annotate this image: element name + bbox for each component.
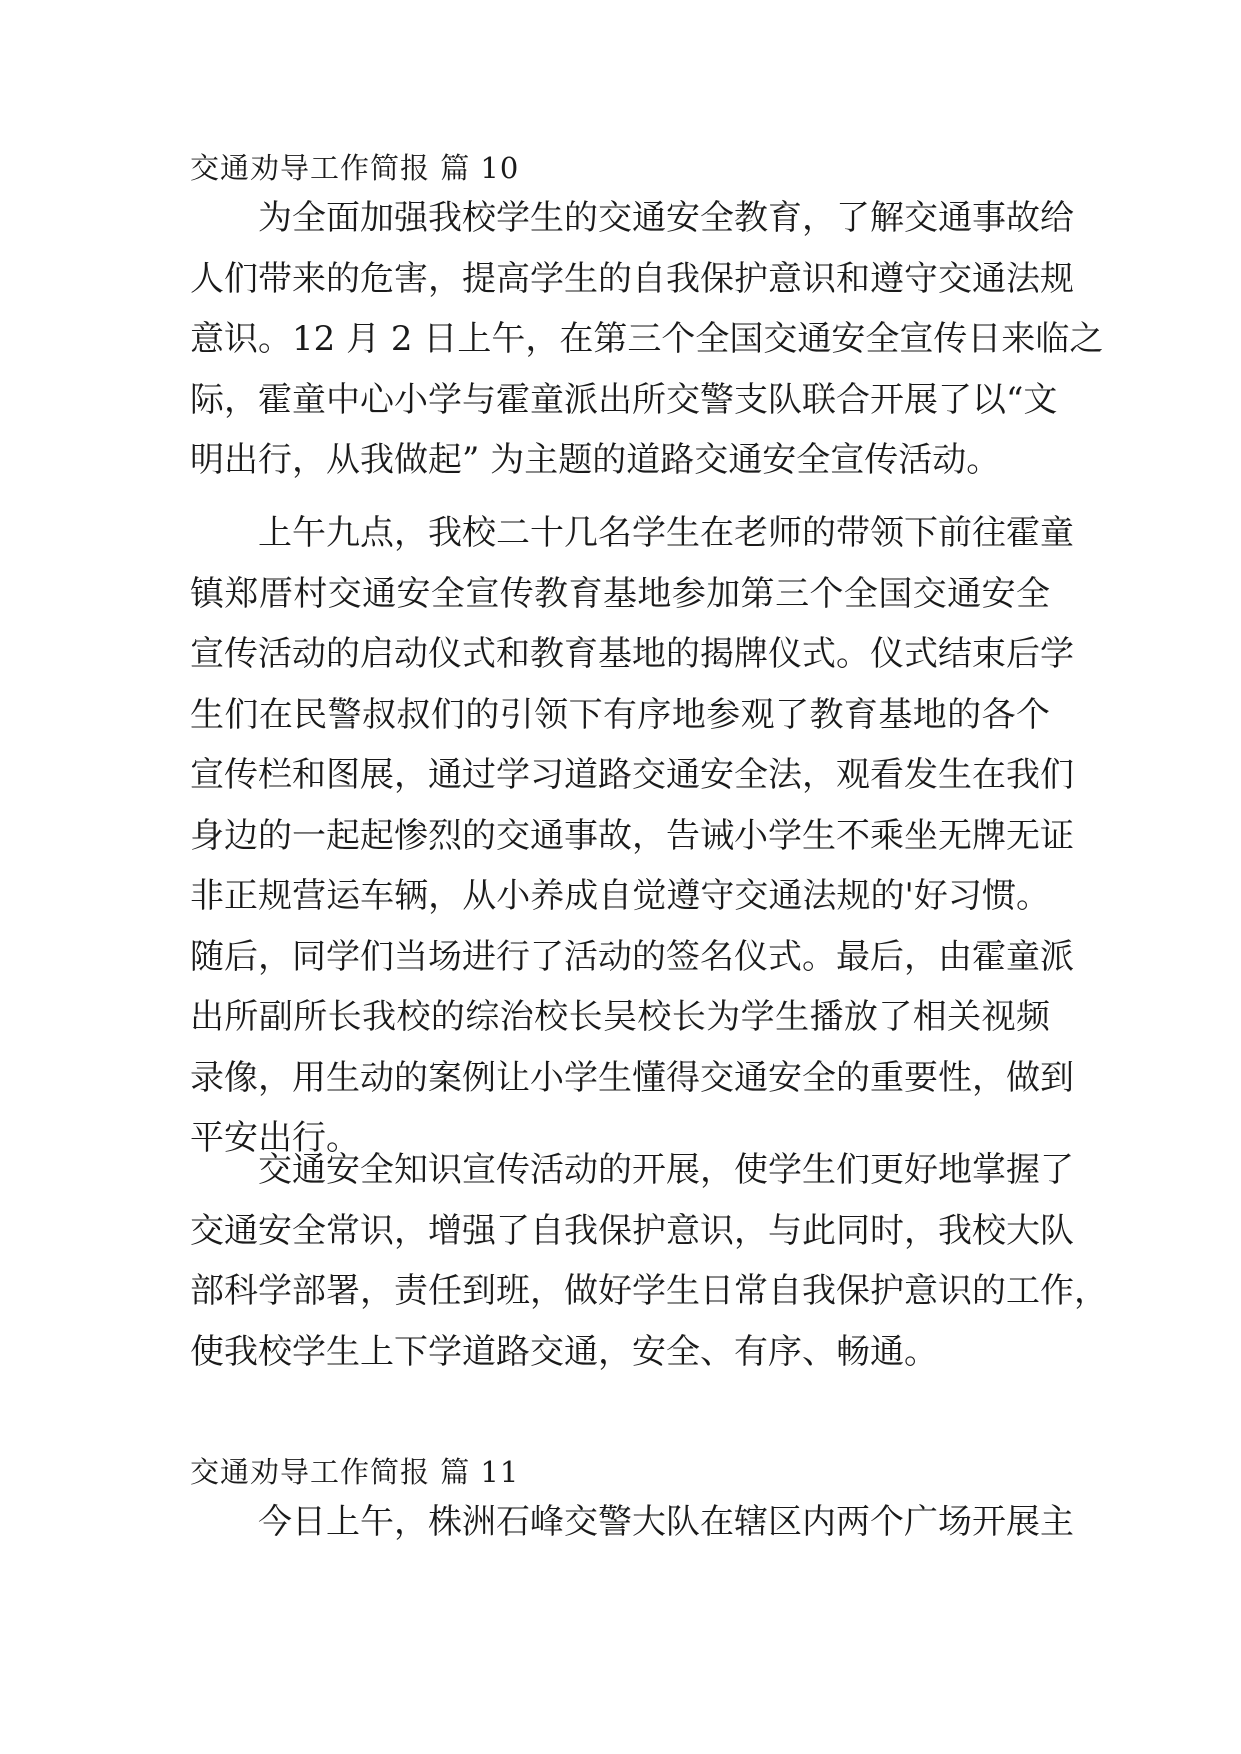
section-heading: 交通劝导工作简报 篇 11 — [190, 1455, 520, 1489]
paragraph — [190, 503, 1074, 1169]
text-line: 交通安全知识宣传活动的开展，使学生们更好地掌握了 — [258, 1150, 1074, 1190]
text-line: 出所副所长我校的综治校长吴校长为学生播放了相关视频 — [190, 997, 1050, 1037]
text-line: 为全面加强我校学生的交通安全教育，了解交通事故给 — [258, 198, 1074, 238]
text-line: 上午九点，我校二十几名学生在老师的带领下前往霍童 — [258, 513, 1074, 553]
text-line: 宣传栏和图展，通过学习道路交通安全法，观看发生在我们 — [190, 755, 1074, 795]
paragraph — [190, 1140, 1108, 1382]
text-line: 交通安全常识，增强了自我保护意识，与此同时，我校大队 — [190, 1210, 1074, 1251]
text-line: 身边的一起起惨烈的交通事故，告诫小学生不乘坐无牌无证 — [190, 815, 1074, 856]
paragraph — [190, 188, 1104, 491]
text-line: 录像，用生动的案例让小学生懂得交通安全的重要性，做到 — [190, 1057, 1074, 1098]
text-line: 随后，同学们当场进行了活动的签名仪式。最后，由霍童派 — [190, 936, 1074, 977]
text-line: 镇郑厝村交通安全宣传教育基地参加第三个全国交通安全 — [190, 573, 1050, 614]
text-line: 宣传活动的启动仪式和教育基地的揭牌仪式。仪式结束后学 — [190, 634, 1074, 674]
section-heading: 交通劝导工作简报 篇 10 — [190, 151, 520, 185]
text-line: 部科学部署，责任到班，做好学生日常自我保护意识的工作， — [190, 1271, 1108, 1311]
text-line: 今日上午，株洲石峰交警大队在辖区内两个广场开展主 — [258, 1502, 1074, 1542]
text-line: 意识。12 月 2 日上午，在第三个全国交通安全宣传日来临之 — [190, 319, 1104, 359]
text-line: 人们带来的危害，提高学生的自我保护意识和遵守交通法规 — [190, 258, 1074, 299]
text-line: 平安出行。 — [190, 1118, 360, 1158]
text-line: 非正规营运车辆，从小养成自觉遵守交通法规的'好习惯。 — [190, 876, 1050, 916]
paragraph — [190, 1492, 1074, 1553]
text-line: 明出行，从我做起” 为主题的道路交通安全宣传活动。 — [190, 440, 1001, 480]
text-line: 际，霍童中心小学与霍童派出所交警支队联合开展了以“文 — [190, 379, 1058, 420]
text-line: 生们在民警叔叔们的引领下有序地参观了教育基地的各个 — [190, 694, 1050, 735]
text-line: 使我校学生上下学道路交通，安全、有序、畅通。 — [190, 1331, 938, 1372]
